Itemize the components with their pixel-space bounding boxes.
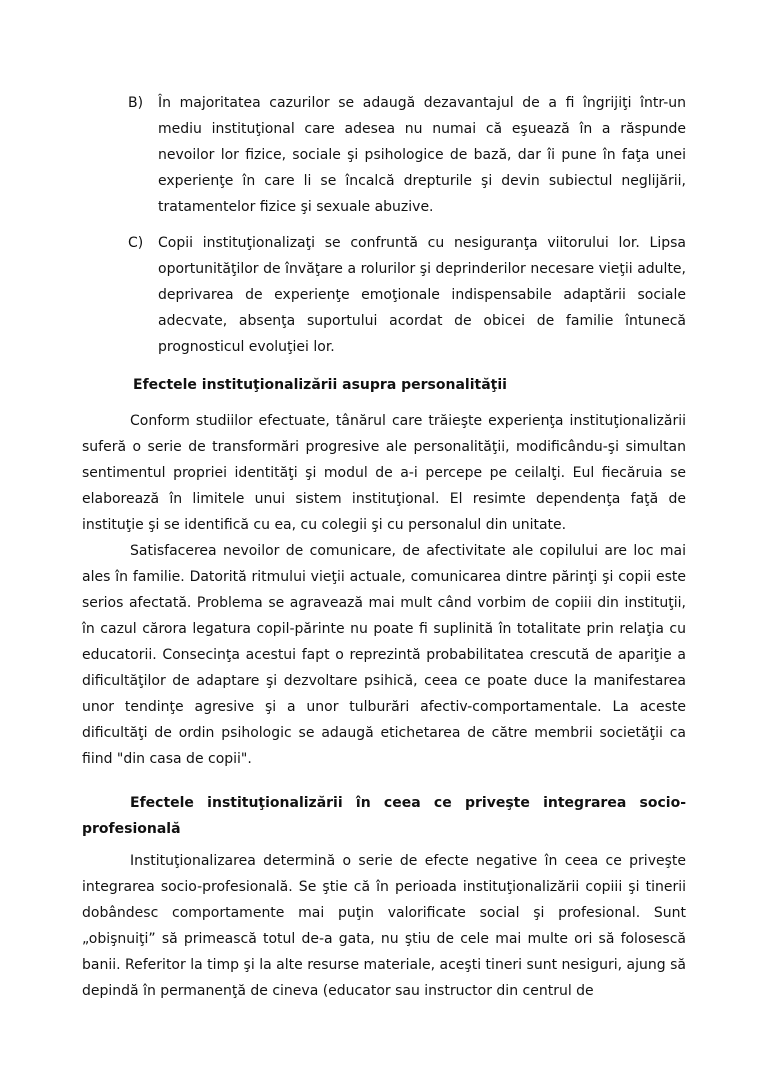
list-item [128, 90, 686, 220]
list-item-text: În majoritatea cazurilor se adaugă dezavantajul de a fi îngrijiţi într-un mediu instituţional care adesea nu numai că eşuează în a răspunde nevoilor lor fizice, sociale şi psihologice de bază, dar îi pune în faţa unei experienţe în care li se încalcă drepturile şi devin subiectul neglijării, tratamentelor fizice şi sexuale abuzive. [158, 95, 686, 215]
lettered-list [128, 90, 686, 370]
list-item-text: Copii instituţionalizaţi se confruntă cu nesiguranţa viitorului lor. Lipsa oportunităţilor de învăţare a rolurilor şi deprinderilor necesare vieţii adulte, deprivarea de experienţe emoţionale indispensabile adaptării sociale adecvate, absenţa suportului acordat de obicei de familie întunecă prognosticul evoluţiei lor. [158, 235, 686, 355]
paragraph: Satisfacerea nevoilor de comunicare, de afectivitate ale copilului are loc mai ales în familie. Datorită ritmului vieţii actuale, comunicarea dintre părinţi şi copii este serios afectată. Problema se agravează mai mult când vorbim de copiii din instituţii, în cazul cărora legatura copil-părinte nu poate fi suplinită în totalitate prin relaţia cu educatorii. Consecinţa acestui fapt o reprezintă probabilitatea crescută de apariţie a dificultăţilor de adaptare şi dezvoltare psihică, ceea ce poate duce la manifestarea unor tendinţe agresive şi a unor tulburări afectiv-comportamentale. La aceste dificultăţi de ordin psihologic se adaugă etichetarea de către membrii societăţii ca fiind "din casa de copii". [82, 543, 686, 767]
list-item [128, 230, 686, 360]
paragraph: Instituţionalizarea determină o serie de efecte negative în ceea ce priveşte integrarea socio-profesională. Se ştie că în perioada instituţionalizării copiii şi tinerii dobândesc comportamente mai puţin valorificate social şi profesional. Sunt „obişnuiţi” să primească totul de-a gata, nu ştiu de cele mai multe ori să folosescă banii. Referitor la timp şi la alte resurse materiale, aceşti tineri sunt nesiguri, ajung să depindă în permanenţă de cineva (educator sau instructor din centrul de [82, 853, 686, 999]
list-marker: B) [128, 95, 144, 111]
list-marker: C) [128, 235, 144, 251]
section-personality-effects [82, 372, 686, 772]
paragraph: Conform studiilor efectuate, tânărul care trăieşte experienţa instituţionalizării suferă o serie de transformări progresive ale personalităţii, modificându-şi simultan sentimentul propriei identităţi şi modul de a-i percepe pe ceilalţi. Eul fiecăruia se elaborează în limitele unui sistem instituţional. El resimte dependenţa faţă de instituţie şi se identifică cu ea, cu colegii şi cu personalul din unitate. [82, 413, 686, 533]
section-heading: Efectele instituţionalizării în ceea ce priveşte integrarea socio-profesională [82, 795, 686, 837]
section-socio-professional-effects [82, 790, 686, 1004]
section-heading: Efectele instituţionalizării asupra personalităţii [133, 377, 507, 393]
